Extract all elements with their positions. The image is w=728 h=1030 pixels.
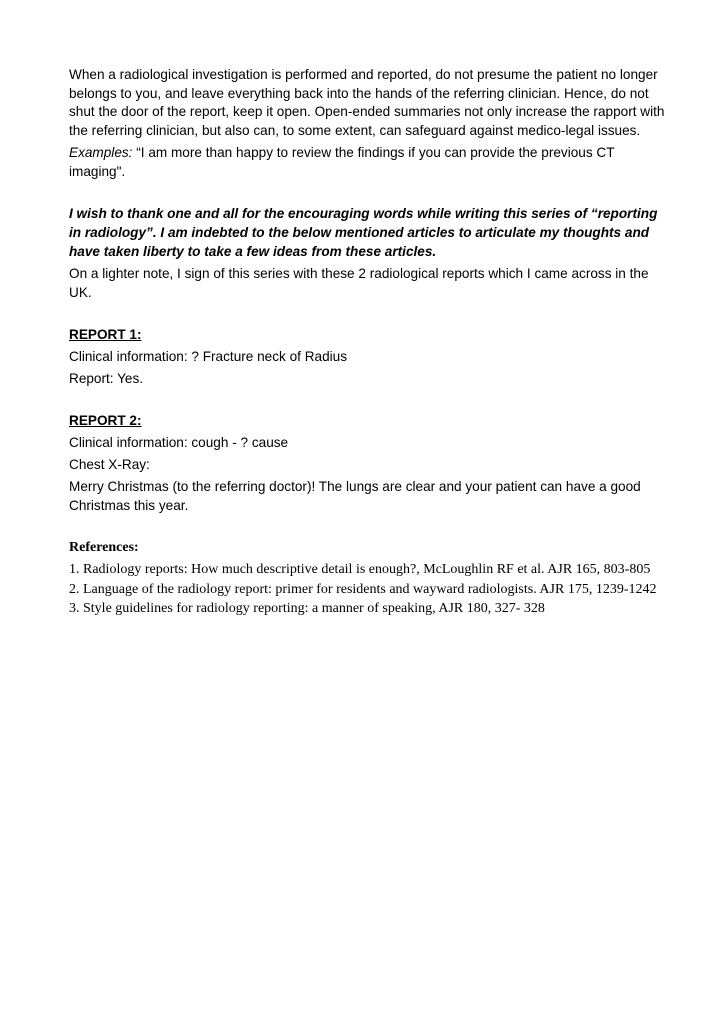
reference-item: 1. Radiology reports: How much descriptive detail is enough?, McLoughlin RF et al. AJR 165, 803-805 xyxy=(69,562,651,578)
reference-item: 2. Language of the radiology report: primer for residents and wayward radiologists. AJR 175, 1239-1242 xyxy=(69,581,657,597)
intro-paragraph: When a radiological investigation is performed and reported, do not presume the patient no longer belongs to you, and leave everything back into the hands of the referring clinician. Hence, do not shut the door of the report, keep it open. Open-ended summaries not only increase the rapport with the referring clinician, but also can, to some extent, can safeguard against medico-legal issues. xyxy=(69,67,665,138)
examples-text: “I am more than happy to review the findings if you can provide the previous CT imaging". xyxy=(69,145,615,180)
report2-report-text: Merry Christmas (to the referring doctor)! The lungs are clear and your patient can have a good Christmas this year. xyxy=(69,479,641,514)
report1-clinical-info: Clinical information: ? Fracture neck of Radius xyxy=(69,349,348,365)
report2-clinical-info: Clinical information: cough - ? cause xyxy=(69,435,289,451)
report1-report-text: Report: Yes. xyxy=(69,371,144,387)
examples-paragraph xyxy=(69,143,669,181)
lighter-note-paragraph: On a lighter note, I sign of this series with these 2 radiological reports which I came across in the UK. xyxy=(69,266,649,301)
references-list xyxy=(69,560,669,619)
report2-exam: Chest X-Ray: xyxy=(69,457,150,473)
report2-heading: REPORT 2: xyxy=(69,413,142,429)
document-body xyxy=(69,66,669,619)
examples-label: Examples: xyxy=(69,145,133,161)
thanks-paragraph: I wish to thank one and all for the encouraging words while writing this series of “reporting in radiology”. I am indebted to the below mentioned articles to articulate my thoughts and have taken liberty to take a few ideas from these articles. xyxy=(69,206,658,260)
references-title: References: xyxy=(69,540,139,556)
reference-item: 3. Style guidelines for radiology reporting: a manner of speaking, AJR 180, 327- 328 xyxy=(69,601,545,617)
report1-heading: REPORT 1: xyxy=(69,327,142,343)
